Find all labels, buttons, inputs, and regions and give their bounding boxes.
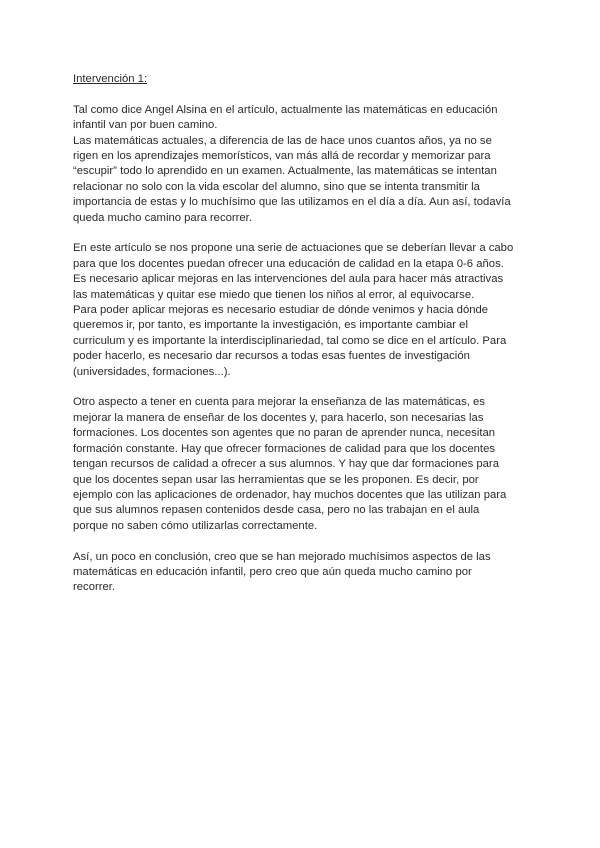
text-line: formaciones. Los docentes son agentes que no paran de aprender nunca, necesitan bbox=[73, 427, 496, 440]
text-line: En este artículo se nos propone una serie de actuaciones que se deberían llevar a cabo bbox=[73, 242, 514, 255]
text-line: importancia de estas y lo muchísimo que las utilizamos en el día a día. Aun así, todavía bbox=[73, 196, 511, 209]
text-line: Para poder aplicar mejoras es necesario estudiar de dónde venimos y hacia dónde bbox=[73, 304, 489, 317]
text-line: curriculum y es importante la interdisciplinariedad, tal como se dice en el artículo. Para bbox=[73, 334, 507, 347]
text-line: relacionar no solo con la vida escolar del alumno, sino que se intenta transmitir la bbox=[73, 180, 480, 193]
text-line: tengan recursos de calidad a ofrecer a sus alumnos. Y hay que dar formaciones para bbox=[73, 458, 499, 471]
text-line: para que los docentes puedan ofrecer una educación de calidad en la etapa 0-6 años. bbox=[73, 257, 504, 270]
paragraph bbox=[73, 395, 535, 534]
text-line: rigen en los aprendizajes memorísticos, van más allá de recordar y memorizar para bbox=[73, 150, 491, 163]
text-line: (universidades, formaciones...). bbox=[73, 365, 231, 378]
paragraph bbox=[73, 241, 535, 380]
paragraph bbox=[73, 103, 535, 226]
text-line: queda mucho camino para recorrer. bbox=[73, 211, 252, 224]
text-line: Así, un poco en conclusión, creo que se han mejorado muchísimos aspectos de las bbox=[73, 550, 491, 563]
document-page bbox=[73, 72, 535, 611]
text-line: infantil van por buen camino. bbox=[73, 119, 218, 132]
text-line: queremos ir, por tanto, es importante la investigación, es importante cambiar el bbox=[73, 319, 468, 332]
text-line: Es necesario aplicar mejoras en las intervenciones del aula para hacer más atractivas bbox=[73, 273, 504, 286]
text-line: Tal como dice Angel Alsina en el artículo, actualmente las matemáticas en educación bbox=[73, 103, 498, 116]
text-line: “escupir” todo lo aprendido en un examen. Actualmente, las matemáticas se intentan bbox=[73, 165, 497, 178]
text-line: ejemplo con las aplicaciones de ordenador, hay muchos docentes que las utilizan para bbox=[73, 488, 507, 501]
text-line: poder hacerlo, es necesario dar recursos a todas esas fuentes de investigación bbox=[73, 350, 470, 363]
paragraph bbox=[73, 550, 535, 596]
document-title: Intervención 1: bbox=[73, 73, 148, 85]
text-line: mejorar la manera de enseñar de los docentes y, para hacerlo, son necesarias las bbox=[73, 411, 484, 424]
text-line: que sus alumnos repasen contenidos desde casa, pero no las trabajan en el aula bbox=[73, 504, 480, 517]
text-line: Otro aspecto a tener en cuenta para mejorar la enseñanza de las matemáticas, es bbox=[73, 396, 485, 409]
text-line: que los docentes sepan usar las herramientas que se les proponen. Es decir, por bbox=[73, 473, 479, 486]
document-body bbox=[73, 103, 535, 596]
text-line: porque no saben cómo utilizarlas correctamente. bbox=[73, 519, 318, 532]
text-line: Las matemáticas actuales, a diferencia de las de hace unos cuantos años, ya no se bbox=[73, 134, 492, 147]
text-line: matemáticas en educación infantil, pero creo que aún queda mucho camino por bbox=[73, 565, 472, 578]
text-line: las matemáticas y quitar ese miedo que tienen los niños al error, al equivocarse. bbox=[73, 288, 475, 301]
text-line: recorrer. bbox=[73, 581, 116, 594]
text-line: formación constante. Hay que ofrecer formaciones de calidad para que los docentes bbox=[73, 442, 495, 455]
